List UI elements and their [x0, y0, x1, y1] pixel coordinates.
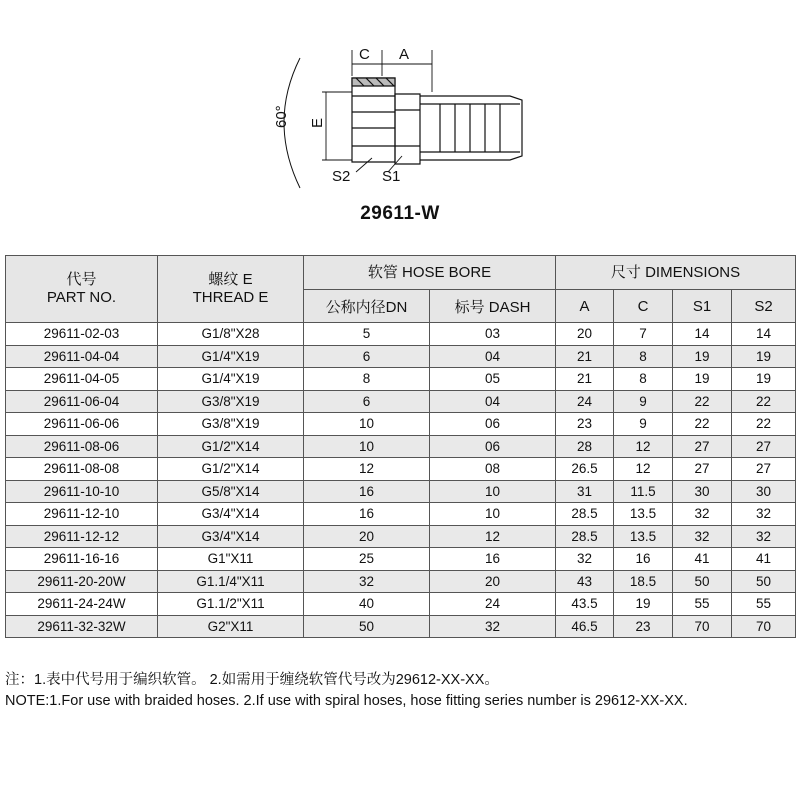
cell-dash: 05 [430, 368, 556, 391]
cell-s2: 32 [732, 525, 796, 548]
cell-thread: G3/4"X14 [158, 503, 304, 526]
cell-dn: 16 [304, 480, 430, 503]
cell-part-no: 29611-12-10 [6, 503, 158, 526]
cell-part-no: 29611-04-04 [6, 345, 158, 368]
cell-a: 26.5 [556, 458, 614, 481]
header-s2: S2 [732, 290, 796, 323]
cell-s1: 32 [673, 503, 732, 526]
cell-s1: 50 [673, 570, 732, 593]
cell-part-no: 29611-12-12 [6, 525, 158, 548]
cell-s2: 27 [732, 435, 796, 458]
header-s1: S1 [673, 290, 732, 323]
cell-dash: 32 [430, 615, 556, 638]
note-chinese: 注：1.表中代号用于编织软管。 2.如需用于缠绕软管代号改为29612-XX-XX。 [5, 672, 499, 688]
table-row [6, 323, 796, 346]
header-part-cn: 代号 [66, 271, 97, 288]
cell-dn: 16 [304, 503, 430, 526]
cell-a: 21 [556, 345, 614, 368]
cell-thread: G3/8"X19 [158, 390, 304, 413]
cell-a: 32 [556, 548, 614, 571]
cell-c: 7 [614, 323, 673, 346]
cell-a: 28.5 [556, 503, 614, 526]
cell-dash: 06 [430, 435, 556, 458]
table-row [6, 390, 796, 413]
cell-a: 28 [556, 435, 614, 458]
table-row [6, 458, 796, 481]
cell-c: 11.5 [614, 480, 673, 503]
cell-thread: G1/4"X19 [158, 345, 304, 368]
dim-c-label: C [359, 46, 370, 63]
cell-dn: 8 [304, 368, 430, 391]
cell-thread: G5/8"X14 [158, 480, 304, 503]
header-thread [158, 256, 304, 323]
table-row [6, 368, 796, 391]
cell-c: 18.5 [614, 570, 673, 593]
header-a: A [556, 290, 614, 323]
cell-thread: G2"X11 [158, 615, 304, 638]
cell-dash: 12 [430, 525, 556, 548]
hex-outline [395, 94, 420, 164]
tail-outline [420, 96, 522, 160]
cell-part-no: 29611-08-08 [6, 458, 158, 481]
table-row [6, 593, 796, 616]
table-row [6, 548, 796, 571]
cell-thread: G1.1/2"X11 [158, 593, 304, 616]
table-row [6, 525, 796, 548]
cell-part-no: 29611-02-03 [6, 323, 158, 346]
cell-s2: 30 [732, 480, 796, 503]
cell-s2: 22 [732, 390, 796, 413]
header-part-no [6, 256, 158, 323]
cell-dash: 20 [430, 570, 556, 593]
note-english: NOTE:1.For use with braided hoses. 2.If use with spiral hoses, hose fitting series number is 29612-XX-XX. [5, 693, 688, 709]
model-title: 29611-W [360, 203, 440, 224]
header-dn: 公称内径DN [304, 290, 430, 323]
cell-c: 8 [614, 345, 673, 368]
cell-dash: 16 [430, 548, 556, 571]
table-row [6, 615, 796, 638]
cell-dash: 04 [430, 345, 556, 368]
spec-table [5, 255, 796, 638]
cell-dash: 06 [430, 413, 556, 436]
table-row [6, 570, 796, 593]
cell-s1: 27 [673, 435, 732, 458]
cell-s1: 22 [673, 390, 732, 413]
cell-dn: 10 [304, 435, 430, 458]
cell-c: 13.5 [614, 525, 673, 548]
cell-s1: 22 [673, 413, 732, 436]
cell-a: 43.5 [556, 593, 614, 616]
cell-s1: 14 [673, 323, 732, 346]
cell-s2: 27 [732, 458, 796, 481]
header-dash: 标号 DASH [430, 290, 556, 323]
cell-dn: 10 [304, 413, 430, 436]
cell-a: 20 [556, 323, 614, 346]
cell-s2: 19 [732, 345, 796, 368]
cell-c: 12 [614, 458, 673, 481]
cell-part-no: 29611-32-32W [6, 615, 158, 638]
cell-s1: 70 [673, 615, 732, 638]
table-row [6, 480, 796, 503]
cell-dn: 6 [304, 390, 430, 413]
dim-s2-label: S2 [332, 168, 351, 185]
cell-thread: G1"X11 [158, 548, 304, 571]
cell-s1: 55 [673, 593, 732, 616]
table-body [6, 323, 796, 638]
header-part-en: PART NO. [46, 289, 117, 306]
cell-dn: 40 [304, 593, 430, 616]
cell-dash: 08 [430, 458, 556, 481]
cell-dash: 03 [430, 323, 556, 346]
cell-dn: 20 [304, 525, 430, 548]
cell-dash: 10 [430, 480, 556, 503]
cell-part-no: 29611-04-05 [6, 368, 158, 391]
cell-c: 9 [614, 390, 673, 413]
cell-part-no: 29611-16-16 [6, 548, 158, 571]
cell-s2: 50 [732, 570, 796, 593]
cell-thread: G1/4"X19 [158, 368, 304, 391]
cell-s2: 14 [732, 323, 796, 346]
cell-dn: 5 [304, 323, 430, 346]
cell-dash: 10 [430, 503, 556, 526]
cell-part-no: 29611-08-06 [6, 435, 158, 458]
cell-s1: 30 [673, 480, 732, 503]
header-thread-en: THREAD E [192, 289, 269, 306]
cell-c: 12 [614, 435, 673, 458]
cell-s1: 27 [673, 458, 732, 481]
cell-s1: 19 [673, 345, 732, 368]
cell-dn: 25 [304, 548, 430, 571]
cell-c: 9 [614, 413, 673, 436]
cell-part-no: 29611-10-10 [6, 480, 158, 503]
cell-c: 8 [614, 368, 673, 391]
cell-thread: G1/2"X14 [158, 435, 304, 458]
cell-c: 13.5 [614, 503, 673, 526]
header-hose-bore: 软管 HOSE BORE [304, 256, 556, 290]
cell-a: 46.5 [556, 615, 614, 638]
nut-outline [352, 78, 395, 162]
cell-dn: 12 [304, 458, 430, 481]
dim-s1-label: S1 [382, 168, 401, 185]
cell-s2: 70 [732, 615, 796, 638]
cell-a: 21 [556, 368, 614, 391]
cell-c: 23 [614, 615, 673, 638]
angle-label: 60° [273, 105, 290, 128]
cell-c: 19 [614, 593, 673, 616]
cell-c: 16 [614, 548, 673, 571]
cell-a: 31 [556, 480, 614, 503]
cell-a: 43 [556, 570, 614, 593]
cell-s1: 19 [673, 368, 732, 391]
cell-thread: G1.1/4"X11 [158, 570, 304, 593]
table-row [6, 345, 796, 368]
cell-dash: 24 [430, 593, 556, 616]
cell-thread: G1/2"X14 [158, 458, 304, 481]
cell-thread: G1/8"X28 [158, 323, 304, 346]
cell-s2: 32 [732, 503, 796, 526]
cell-dash: 04 [430, 390, 556, 413]
cell-part-no: 29611-24-24W [6, 593, 158, 616]
header-thread-cn: 螺纹 E [208, 271, 253, 288]
cell-part-no: 29611-06-06 [6, 413, 158, 436]
cell-s1: 41 [673, 548, 732, 571]
cell-a: 28.5 [556, 525, 614, 548]
fitting-drawing [0, 0, 800, 200]
cell-s1: 32 [673, 525, 732, 548]
cell-s2: 55 [732, 593, 796, 616]
cell-a: 23 [556, 413, 614, 436]
cell-dn: 6 [304, 345, 430, 368]
table-row [6, 413, 796, 436]
cell-thread: G3/4"X14 [158, 525, 304, 548]
table-row [6, 435, 796, 458]
dim-a-label: A [399, 46, 410, 63]
header-dimensions: 尺寸 DIMENSIONS [556, 256, 796, 290]
cell-thread: G3/8"X19 [158, 413, 304, 436]
table-row [6, 503, 796, 526]
cell-s2: 22 [732, 413, 796, 436]
cell-s2: 19 [732, 368, 796, 391]
cell-a: 24 [556, 390, 614, 413]
dim-e-label: E [309, 117, 326, 128]
cell-part-no: 29611-06-04 [6, 390, 158, 413]
cell-dn: 50 [304, 615, 430, 638]
cell-part-no: 29611-20-20W [6, 570, 158, 593]
cell-dn: 32 [304, 570, 430, 593]
header-c: C [614, 290, 673, 323]
cell-s2: 41 [732, 548, 796, 571]
